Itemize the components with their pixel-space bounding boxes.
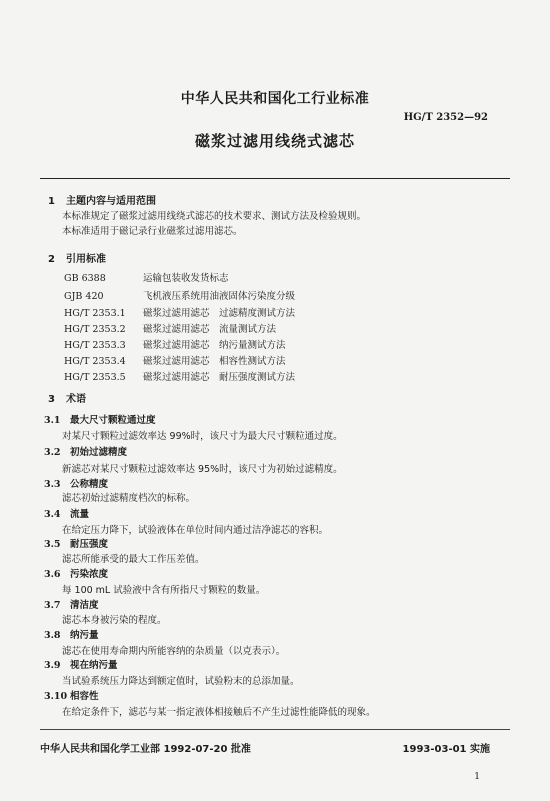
issuing-org-heading: 中华人民共和国化工行业标准 — [180, 91, 370, 107]
reference-item — [64, 288, 295, 302]
section-title: 引用标准 — [66, 254, 106, 265]
term-heading — [44, 536, 108, 550]
term-number: 3.10 — [44, 691, 68, 702]
reference-code: HG/T 2353.2 — [64, 324, 126, 335]
term-definition: 滤芯初始过滤精度档次的标称。 — [62, 493, 196, 504]
reference-item — [64, 305, 295, 319]
header-divider — [40, 178, 510, 179]
reference-item — [64, 369, 295, 383]
term-heading — [44, 597, 99, 611]
term-definition: 新滤芯对某尺寸颗粒过滤效率达 95%时，该尺寸为初始过滤精度。 — [62, 464, 343, 475]
reference-code: GB 6388 — [64, 273, 106, 284]
term-definition: 当试验系统压力降达到额定值时，试验粉末的总添加量。 — [62, 676, 300, 687]
reference-code: HG/T 2353.5 — [64, 372, 126, 383]
term-number: 3.2 — [44, 447, 61, 458]
document-title: 磁浆过滤用线绕式滤芯 — [194, 132, 355, 150]
term-heading — [44, 657, 118, 671]
term-definition: 滤芯所能承受的最大工作压差值。 — [62, 554, 205, 565]
section-1-heading — [48, 192, 156, 207]
term-name: 相容性 — [70, 691, 99, 702]
reference-code: HG/T 2353.4 — [64, 356, 126, 367]
reference-name: 磁浆过滤用滤芯 耐压强度测试方法 — [143, 372, 296, 383]
section-3-heading — [48, 390, 86, 405]
reference-name: 磁浆过滤用滤芯 流量测试方法 — [143, 324, 277, 335]
reference-name: 飞机液压系统用油液固体污染度分级 — [143, 291, 296, 302]
term-heading — [44, 444, 127, 458]
term-name: 清洁度 — [70, 600, 99, 611]
section-title: 术语 — [66, 394, 86, 405]
term-name: 纳污量 — [70, 630, 99, 641]
term-number: 3.7 — [44, 600, 61, 611]
standard-code: HG/T 2352—92 — [403, 112, 488, 123]
reference-item — [64, 321, 276, 335]
term-number: 3.3 — [44, 479, 61, 490]
term-heading — [44, 627, 99, 641]
term-heading — [44, 566, 108, 580]
term-name: 公称精度 — [70, 479, 109, 490]
reference-name: 运输包装收发货标志 — [143, 273, 229, 284]
term-name: 初始过滤精度 — [70, 447, 128, 458]
section-number: 2 — [48, 254, 55, 265]
term-definition: 每 100 mL 试验液中含有所指尺寸颗粒的数量。 — [62, 585, 266, 596]
reference-name: 磁浆过滤用滤芯 纳污量测试方法 — [143, 340, 286, 351]
term-heading — [44, 506, 89, 520]
section-1-para-1: 本标准规定了磁浆过滤用线绕式滤芯的技术要求、测试方法及检验规则。 — [62, 211, 367, 222]
section-2-heading — [48, 250, 106, 265]
term-heading — [44, 412, 156, 426]
reference-name: 磁浆过滤用滤芯 过滤精度测试方法 — [143, 308, 296, 319]
section-1-para-2: 本标准适用于磁记录行业磁浆过滤用滤芯。 — [62, 226, 243, 237]
term-heading — [44, 688, 99, 702]
approval-note: 中华人民共和国化学工业部 1992-07-20 批准 — [40, 744, 251, 755]
effective-date: 1993-03-01 实施 — [402, 744, 490, 755]
term-number: 3.6 — [44, 569, 61, 580]
term-definition: 滤芯在使用寿命期内所能容纳的杂质量（以克表示）。 — [62, 646, 286, 657]
term-number: 3.8 — [44, 630, 61, 641]
page-number: 1 — [474, 772, 480, 782]
term-definition: 对某尺寸颗粒过滤效率达 99%时，该尺寸为最大尺寸颗粒通过度。 — [62, 431, 343, 442]
reference-item — [64, 337, 286, 351]
reference-code: HG/T 2353.3 — [64, 340, 126, 351]
reference-item — [64, 353, 286, 367]
term-heading — [44, 476, 108, 490]
term-definition: 在给定压力降下，试验液体在单位时间内通过洁净滤芯的容积。 — [62, 525, 329, 536]
reference-code: GJB 420 — [64, 291, 104, 302]
footer-divider — [40, 729, 510, 730]
term-number: 3.4 — [44, 509, 61, 520]
section-title: 主题内容与适用范围 — [66, 196, 156, 207]
term-number: 3.9 — [44, 660, 61, 671]
section-number: 1 — [48, 196, 55, 207]
term-definition: 滤芯本身被污染的程度。 — [62, 615, 167, 626]
reference-code: HG/T 2353.1 — [64, 308, 126, 319]
reference-name: 磁浆过滤用滤芯 相容性测试方法 — [143, 356, 286, 367]
reference-item — [64, 270, 229, 284]
term-number: 3.1 — [44, 415, 61, 426]
section-number: 3 — [48, 394, 55, 405]
term-name: 耐压强度 — [70, 539, 109, 550]
term-definition: 在给定条件下，滤芯与某一指定液体相接触后不产生过滤性能降低的现象。 — [62, 707, 376, 718]
term-number: 3.5 — [44, 539, 61, 550]
term-name: 污染浓度 — [70, 569, 109, 580]
term-name: 最大尺寸颗粒通过度 — [70, 415, 156, 426]
term-name: 视在纳污量 — [70, 660, 118, 671]
term-name: 流量 — [70, 509, 90, 520]
